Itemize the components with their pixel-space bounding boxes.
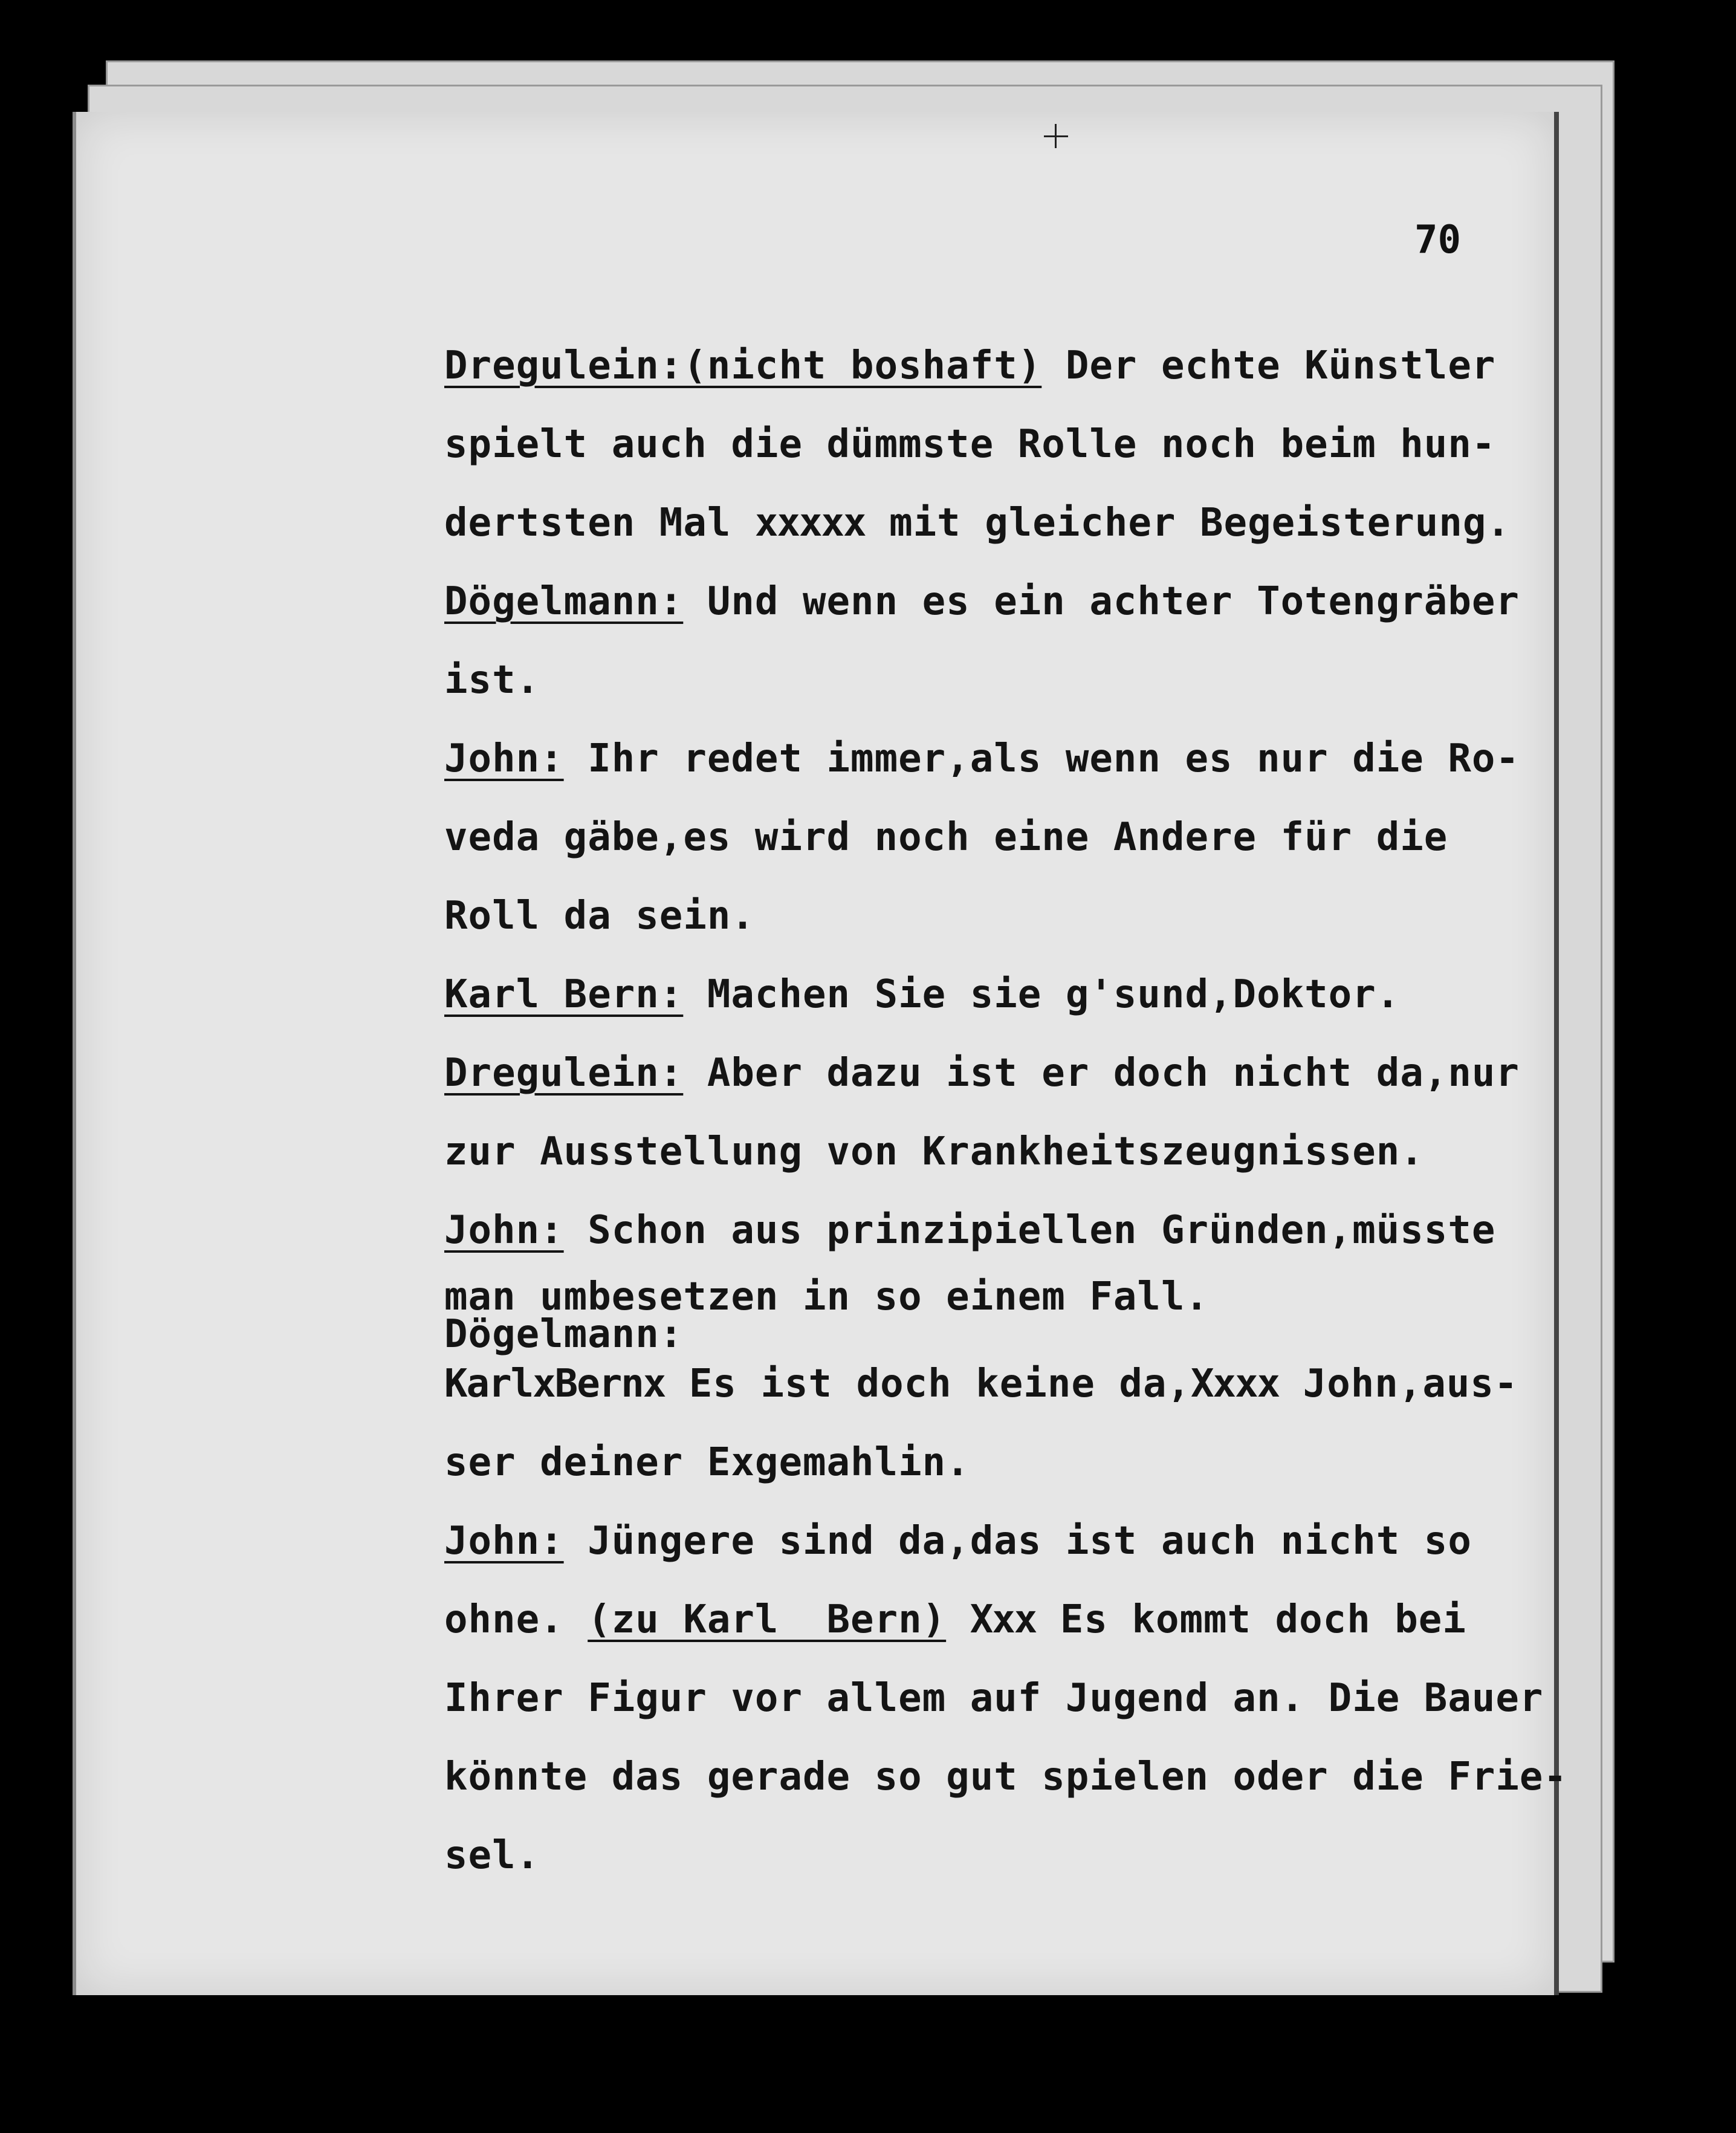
text-segment: mit gleicher Begeisterung. — [865, 501, 1511, 545]
text-segment: Ihrer Figur vor allem auf Jugend an. Die Bauer — [444, 1676, 1544, 1721]
text-segment — [946, 1597, 970, 1642]
struck-text: xxxxx — [754, 501, 866, 545]
page-number: 70 — [1414, 218, 1462, 262]
text-segment: Schon aus prinzipiellen Gründen,müsste — [563, 1208, 1496, 1253]
text-line — [444, 414, 1575, 493]
underlined-text: Dregulein: — [444, 1051, 684, 1096]
underlined-text: Dögelmann: — [444, 579, 684, 624]
text-line — [444, 1200, 1575, 1279]
underlined-text: John: — [444, 1208, 564, 1253]
text-line — [444, 1312, 1575, 1357]
text-segment: Es kommt doch bei — [1036, 1597, 1466, 1642]
text-segment: Ihr redet immer,als wenn es nur die Ro- — [563, 736, 1520, 781]
underlined-text: Dregulein:(nicht boshaft) — [444, 343, 1042, 388]
underlined-text: John: — [444, 736, 564, 781]
text-segment: Roll da sein. — [444, 894, 755, 938]
text-line — [444, 1589, 1575, 1668]
text-segment: zur Ausstellung von Krankheitszeugnissen. — [444, 1129, 1424, 1174]
underlined-text: Karl Bern: — [444, 972, 684, 1017]
text-line — [444, 493, 1575, 571]
text-line — [444, 1122, 1575, 1200]
text-line — [444, 729, 1575, 807]
text-line — [444, 1274, 1575, 1319]
underlined-text: (zu Karl Bern) — [588, 1597, 947, 1642]
underlined-text: John: — [444, 1519, 564, 1563]
text-segment: John,aus- — [1279, 1362, 1518, 1406]
text-line — [444, 1668, 1575, 1747]
struck-text: Xxx — [970, 1597, 1037, 1642]
text-segment: Dögelmann: — [444, 1312, 684, 1357]
text-line — [444, 1354, 1575, 1432]
text-segment: Der echte Künstler — [1041, 343, 1496, 388]
text-line — [444, 964, 1575, 1043]
text-segment: Und wenn es ein achter Totengräber — [683, 579, 1520, 624]
text-segment: ser deiner Exgemahlin. — [444, 1440, 970, 1485]
text-segment: Machen Sie sie g'sund,Doktor. — [683, 972, 1401, 1017]
text-segment: Es ist doch keine da, — [665, 1362, 1191, 1406]
text-line — [444, 886, 1575, 964]
text-segment: ohne. — [444, 1597, 588, 1642]
text-segment: Jüngere sind da,das ist auch nicht so — [563, 1519, 1472, 1563]
text-segment: könnte das gerade so gut spielen oder die Frie- — [444, 1755, 1567, 1799]
text-segment: sel. — [444, 1833, 540, 1878]
text-segment: spielt auch die dümmste Rolle noch beim hun- — [444, 422, 1496, 467]
text-line — [444, 1432, 1575, 1511]
text-line — [444, 650, 1575, 729]
text-segment: Aber dazu ist er doch nicht da,nur — [683, 1051, 1520, 1096]
text-line — [444, 336, 1575, 414]
text-line — [444, 1043, 1575, 1122]
struck-text: Xxxx — [1191, 1362, 1280, 1406]
text-segment: veda gäbe,es wird noch eine Andere für die — [444, 815, 1448, 860]
registration-mark — [1044, 135, 1068, 137]
text-line — [444, 1825, 1575, 1904]
text-line — [444, 807, 1575, 886]
typescript-body — [444, 336, 1575, 1904]
text-segment: man umbesetzen in so einem Fall. — [444, 1274, 1209, 1319]
text-line — [444, 1747, 1575, 1825]
text-segment: dertsten Mal — [444, 501, 755, 545]
text-line — [444, 571, 1575, 650]
struck-text: KarlxBernx — [444, 1362, 666, 1406]
text-segment: ist. — [444, 658, 540, 703]
text-line — [444, 1511, 1575, 1589]
